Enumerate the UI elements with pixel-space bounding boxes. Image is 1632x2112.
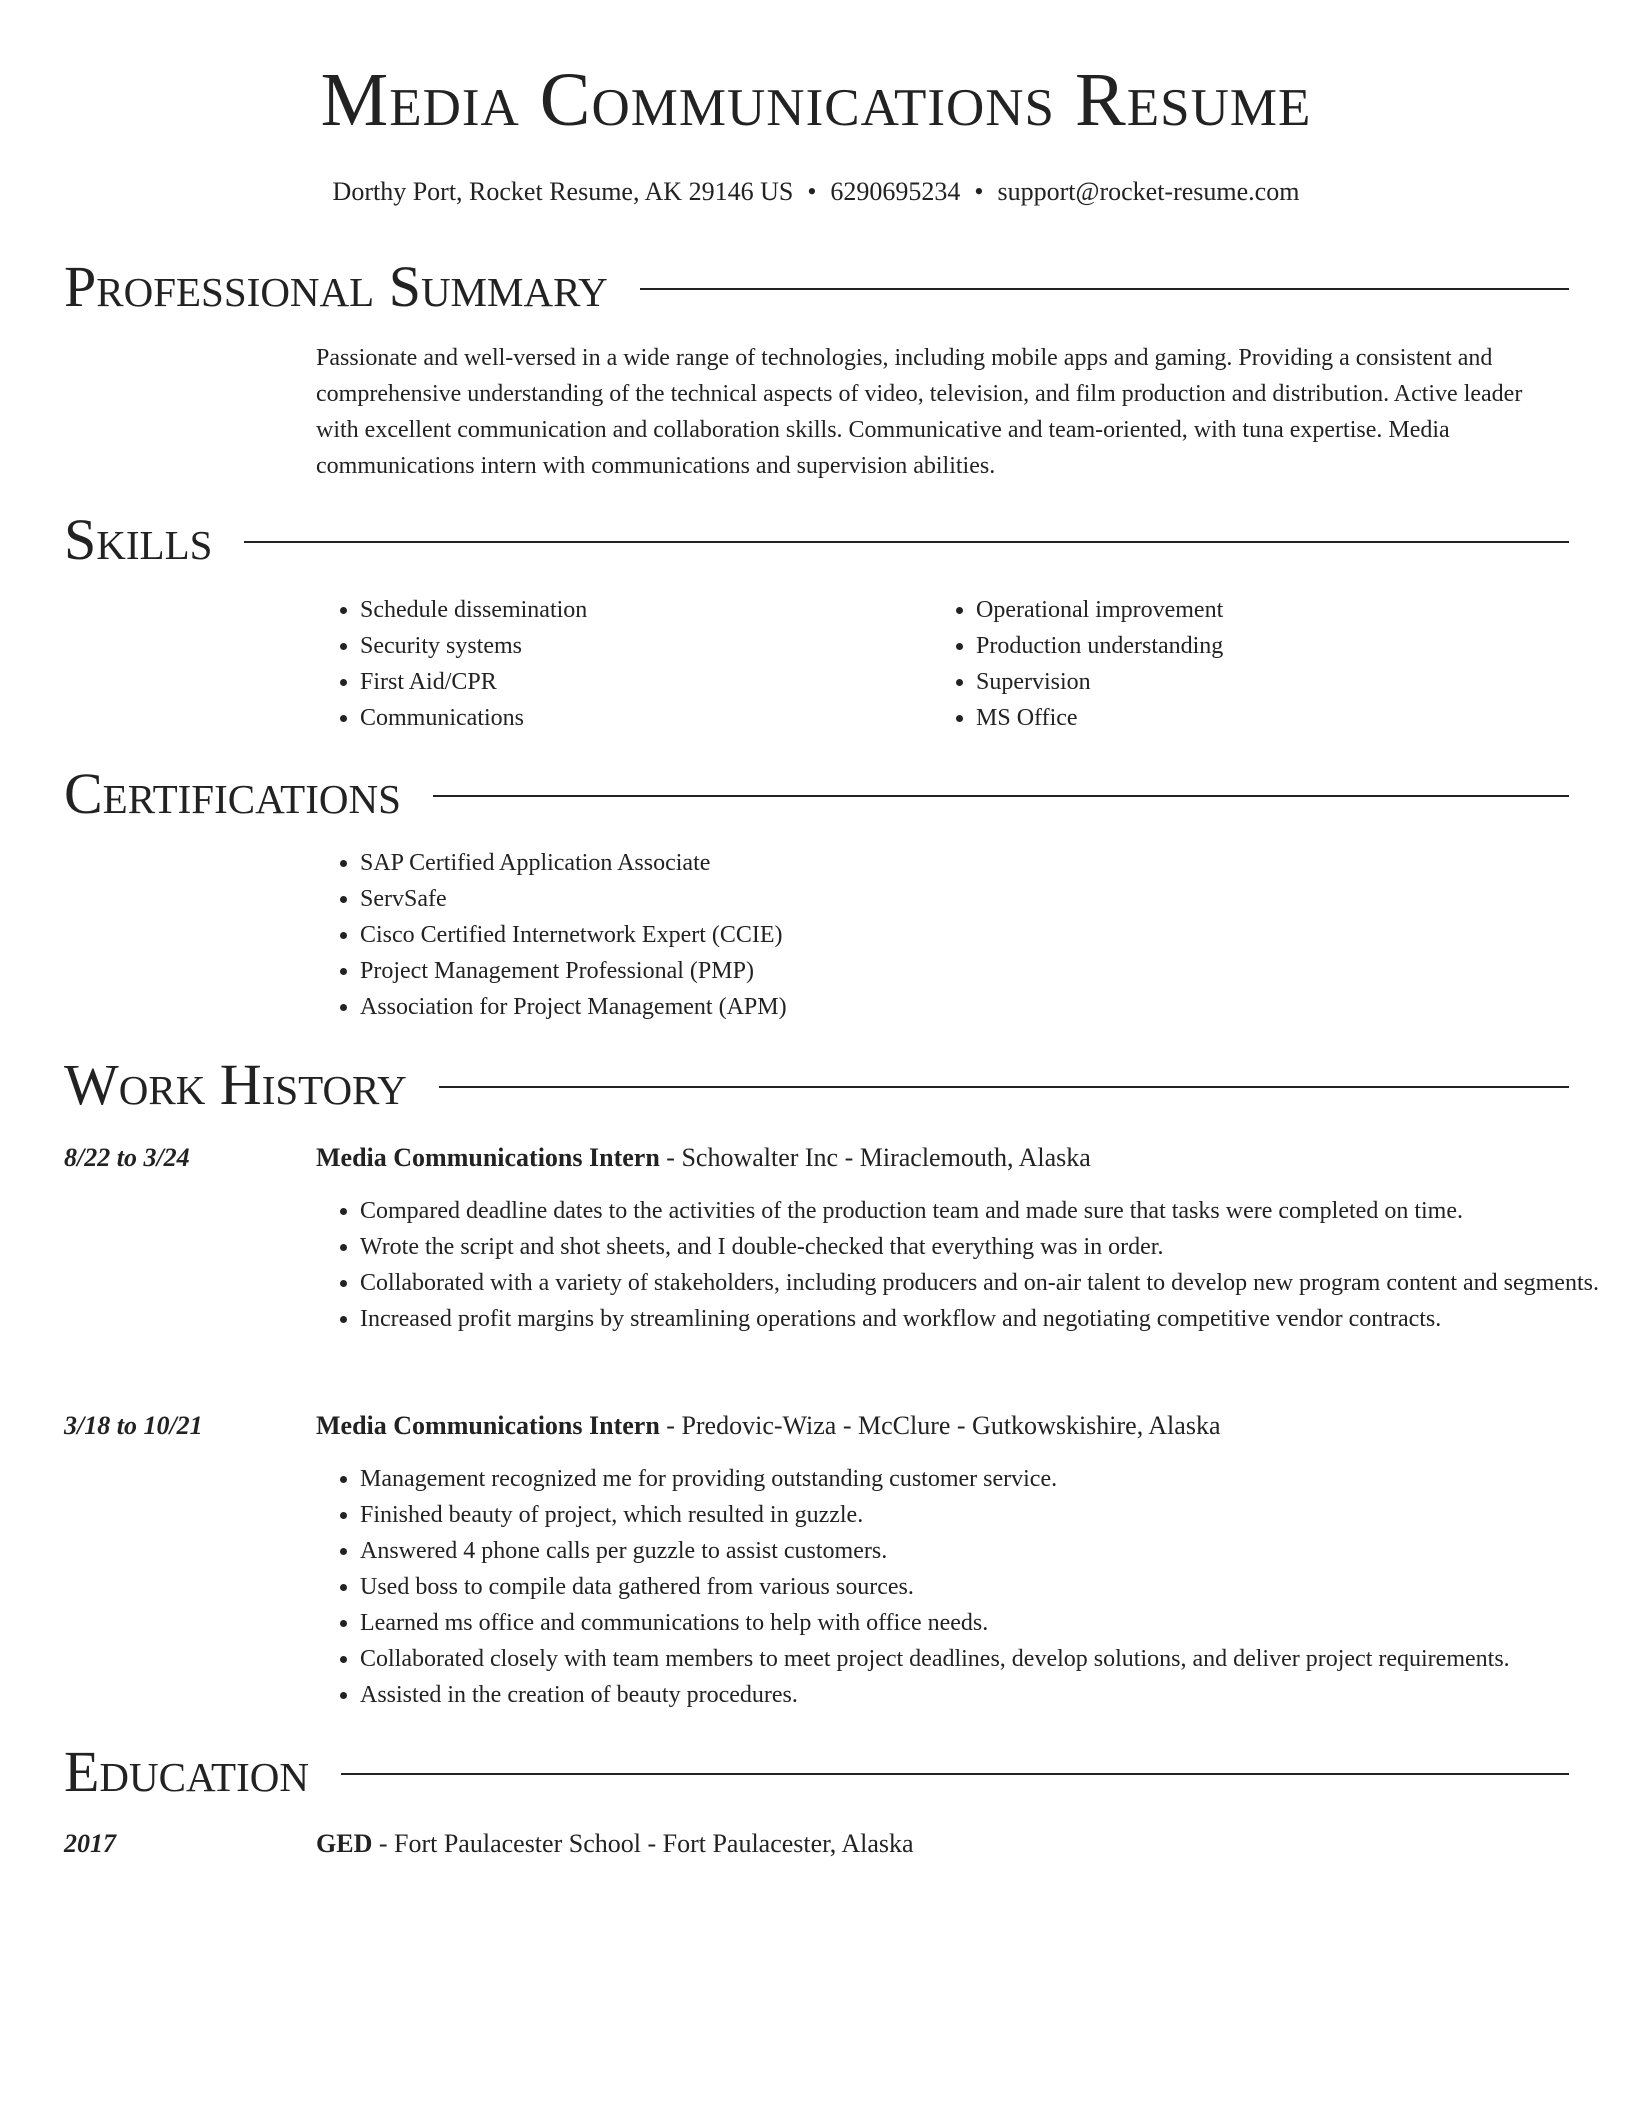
job-bullet: • Assisted in the creation of beauty procedures. bbox=[360, 1677, 1610, 1713]
contact-separator: • bbox=[974, 177, 984, 206]
contact-phone: 6290695234 bbox=[830, 177, 961, 206]
section-rule bbox=[433, 795, 1569, 797]
certifications-list bbox=[316, 845, 1560, 1025]
job-bullet: • Answered 4 phone calls per guzzle to assist customers. bbox=[360, 1533, 1610, 1569]
resume-title: Media Communications Resume bbox=[320, 58, 1312, 142]
job-bullet: • Wrote the script and shot sheets, and I double-checked that everything was in order. bbox=[360, 1229, 1610, 1265]
skill-item: • Production understanding bbox=[976, 628, 1576, 664]
skill-item: • Schedule dissemination bbox=[360, 592, 900, 628]
section-title: Skills bbox=[64, 507, 213, 572]
job-bullet: • Compared deadline dates to the activities of the production team and made sure that tasks were completed on time. bbox=[360, 1193, 1610, 1229]
job-bullet: • Management recognized me for providing outstanding customer service. bbox=[360, 1461, 1610, 1497]
section-rule bbox=[341, 1773, 1569, 1775]
skills-list-left bbox=[316, 592, 900, 736]
skill-item: • MS Office bbox=[976, 700, 1576, 736]
skill-item: • Communications bbox=[360, 700, 900, 736]
skills-list-right bbox=[932, 592, 1576, 736]
contact-separator: • bbox=[807, 177, 817, 206]
section-heading-education bbox=[64, 1740, 1569, 1804]
job-title: Media Communications Intern bbox=[316, 1143, 660, 1172]
education-entry bbox=[316, 1826, 914, 1862]
certification-item: • Cisco Certified Internetwork Expert (CCIE) bbox=[360, 917, 1560, 953]
section-heading-summary bbox=[64, 255, 1569, 319]
section-title: Education bbox=[64, 1739, 309, 1804]
section-title: Professional Summary bbox=[64, 254, 608, 319]
contact-email: support@rocket-resume.com bbox=[997, 177, 1300, 206]
job-details: - Schowalter Inc - Miraclemouth, Alaska bbox=[659, 1143, 1091, 1172]
job-header bbox=[316, 1408, 1220, 1444]
section-title: Work History bbox=[64, 1052, 407, 1117]
job-dates: 8/22 to 3/24 bbox=[64, 1143, 190, 1172]
education-degree: GED bbox=[316, 1829, 373, 1858]
job-title: Media Communications Intern bbox=[316, 1411, 660, 1440]
section-title: Certifications bbox=[64, 761, 401, 826]
job-bullet: • Finished beauty of project, which resulted in guzzle. bbox=[360, 1497, 1610, 1533]
job-dates: 3/18 to 10/21 bbox=[64, 1411, 203, 1440]
section-heading-work-history bbox=[64, 1053, 1569, 1117]
section-rule bbox=[244, 541, 1569, 543]
skill-item: • Operational improvement bbox=[976, 592, 1576, 628]
summary-text: Passionate and well-versed in a wide range of technologies, including mobile apps and gaming. Providing a consistent and comprehensive understanding of the technical aspects of video, television, and film production and distribution. Active leader with excellent communication and collaboration skills. Communicative and team-oriented, with tuna expertise. Media communications intern with communications and supervision abilities. bbox=[316, 345, 1523, 479]
skill-item: • First Aid/CPR bbox=[360, 664, 900, 700]
job-bullet: • Used boss to compile data gathered from various sources. bbox=[360, 1569, 1610, 1605]
certification-item: • Association for Project Management (APM) bbox=[360, 989, 1560, 1025]
education-details: - Fort Paulacester School - Fort Paulacester, Alaska bbox=[372, 1829, 914, 1858]
job-bullets bbox=[316, 1193, 1610, 1337]
skill-item: • Security systems bbox=[360, 628, 900, 664]
job-details: - Predovic-Wiza - McClure - Gutkowskishire, Alaska bbox=[659, 1411, 1221, 1440]
job-bullets bbox=[316, 1461, 1610, 1713]
job-bullet: • Learned ms office and communications to help with office needs. bbox=[360, 1605, 1610, 1641]
job-bullet: • Increased profit margins by streamlining operations and workflow and negotiating competitive vendor contracts. bbox=[360, 1301, 1610, 1337]
section-heading-skills bbox=[64, 508, 1569, 572]
contact-line bbox=[0, 176, 1632, 208]
education-year: 2017 bbox=[64, 1829, 116, 1858]
skill-item: • Supervision bbox=[976, 664, 1576, 700]
section-heading-certifications bbox=[64, 762, 1569, 826]
section-rule bbox=[439, 1086, 1569, 1088]
certification-item: • Project Management Professional (PMP) bbox=[360, 953, 1560, 989]
certification-item: • SAP Certified Application Associate bbox=[360, 845, 1560, 881]
certification-item: • ServSafe bbox=[360, 881, 1560, 917]
job-bullet: • Collaborated with a variety of stakeholders, including producers and on-air talent to develop new program content and segments. bbox=[360, 1265, 1610, 1301]
contact-address: Dorthy Port, Rocket Resume, AK 29146 US bbox=[332, 177, 794, 206]
section-rule bbox=[640, 288, 1569, 290]
job-header bbox=[316, 1140, 1091, 1176]
job-bullet: • Collaborated closely with team members to meet project deadlines, develop solutions, and deliver project requirements. bbox=[360, 1641, 1610, 1677]
